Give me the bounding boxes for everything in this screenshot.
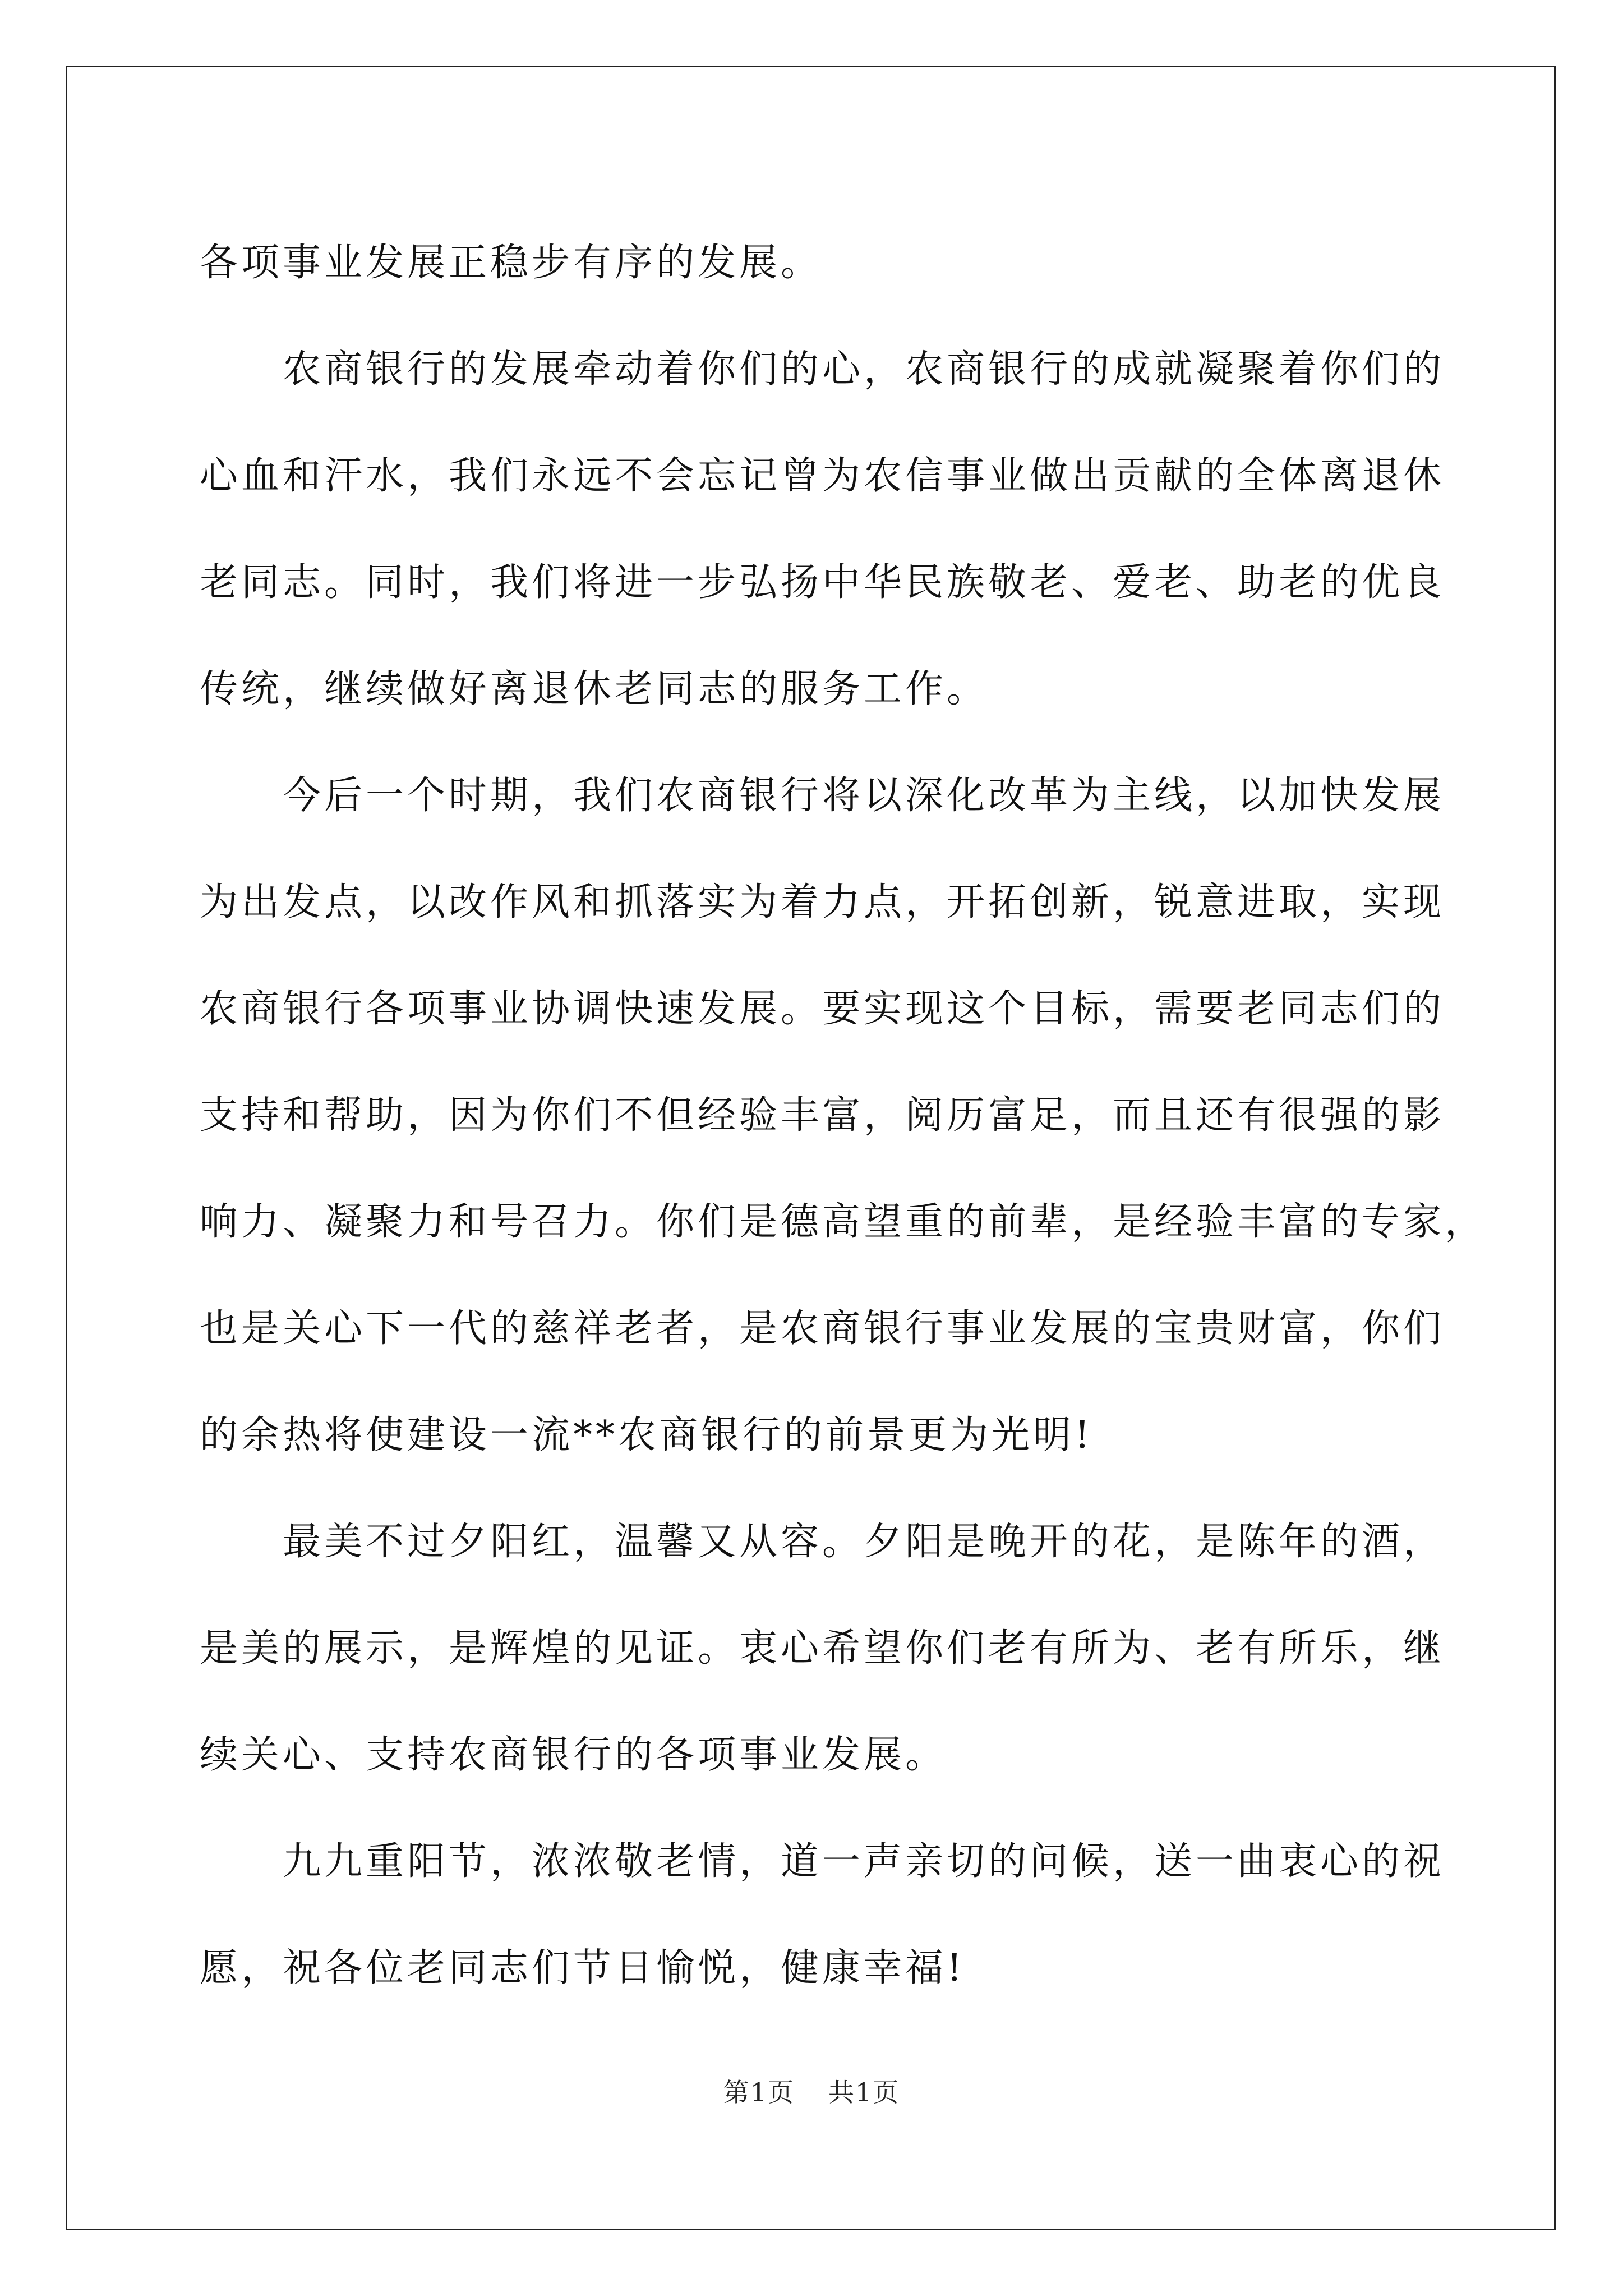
text-line: 农商银行的发展牵动着你们的心，农商银行的成就凝聚着你们的 (283, 347, 1445, 392)
page-number-current: 第1页 (723, 2077, 795, 2108)
text-line: 为出发点，以改作风和抓落实为着力点，开拓创新，锐意进取，实现 (200, 880, 1445, 924)
text-line: 的余热将使建设一流**农商银行的前景更为光明! (200, 1413, 1094, 1457)
page-footer (0, 2076, 1623, 2109)
document-body (200, 210, 1487, 2022)
text-line: 传统，继续做好离退休老同志的服务工作。 (200, 667, 989, 711)
text-line: 响力、凝聚力和号召力。你们是德高望重的前辈，是经验丰富的专家， (200, 1200, 1487, 1244)
text-line: 续关心、支持农商银行的各项事业发展。 (200, 1733, 947, 1777)
text-line: 老同志。同时，我们将进一步弘扬中华民族敬老、爱老、助老的优良 (200, 560, 1445, 605)
text-line: 支持和帮助，因为你们不但经验丰富，阅历富足，而且还有很强的影 (200, 1093, 1445, 1138)
text-line: 各项事业发展正稳步有序的发展。 (200, 241, 823, 285)
text-line: 是美的展示，是辉煌的见证。衷心希望你们老有所为、老有所乐，继 (200, 1626, 1445, 1671)
text-line: 九九重阳节，浓浓敬老情，道一声亲切的问候，送一曲衷心的祝 (283, 1839, 1445, 1884)
page-number-total: 共1页 (828, 2077, 900, 2108)
text-line: 心血和汗水，我们永远不会忘记曾为农信事业做出贡献的全体离退休 (200, 454, 1445, 498)
text-line: 最美不过夕阳红，温馨又从容。夕阳是晚开的花，是陈年的酒， (283, 1520, 1445, 1564)
text-line: 也是关心下一代的慈祥老者，是农商银行事业发展的宝贵财富，你们 (200, 1306, 1445, 1351)
text-line: 农商银行各项事业协调快速发展。要实现这个目标，需要老同志们的 (200, 987, 1445, 1031)
text-line: 愿，祝各位老同志们节日愉悦，健康幸福! (200, 1946, 966, 1990)
text-line: 今后一个时期，我们农商银行将以深化改革为主线，以加快发展 (283, 774, 1445, 818)
